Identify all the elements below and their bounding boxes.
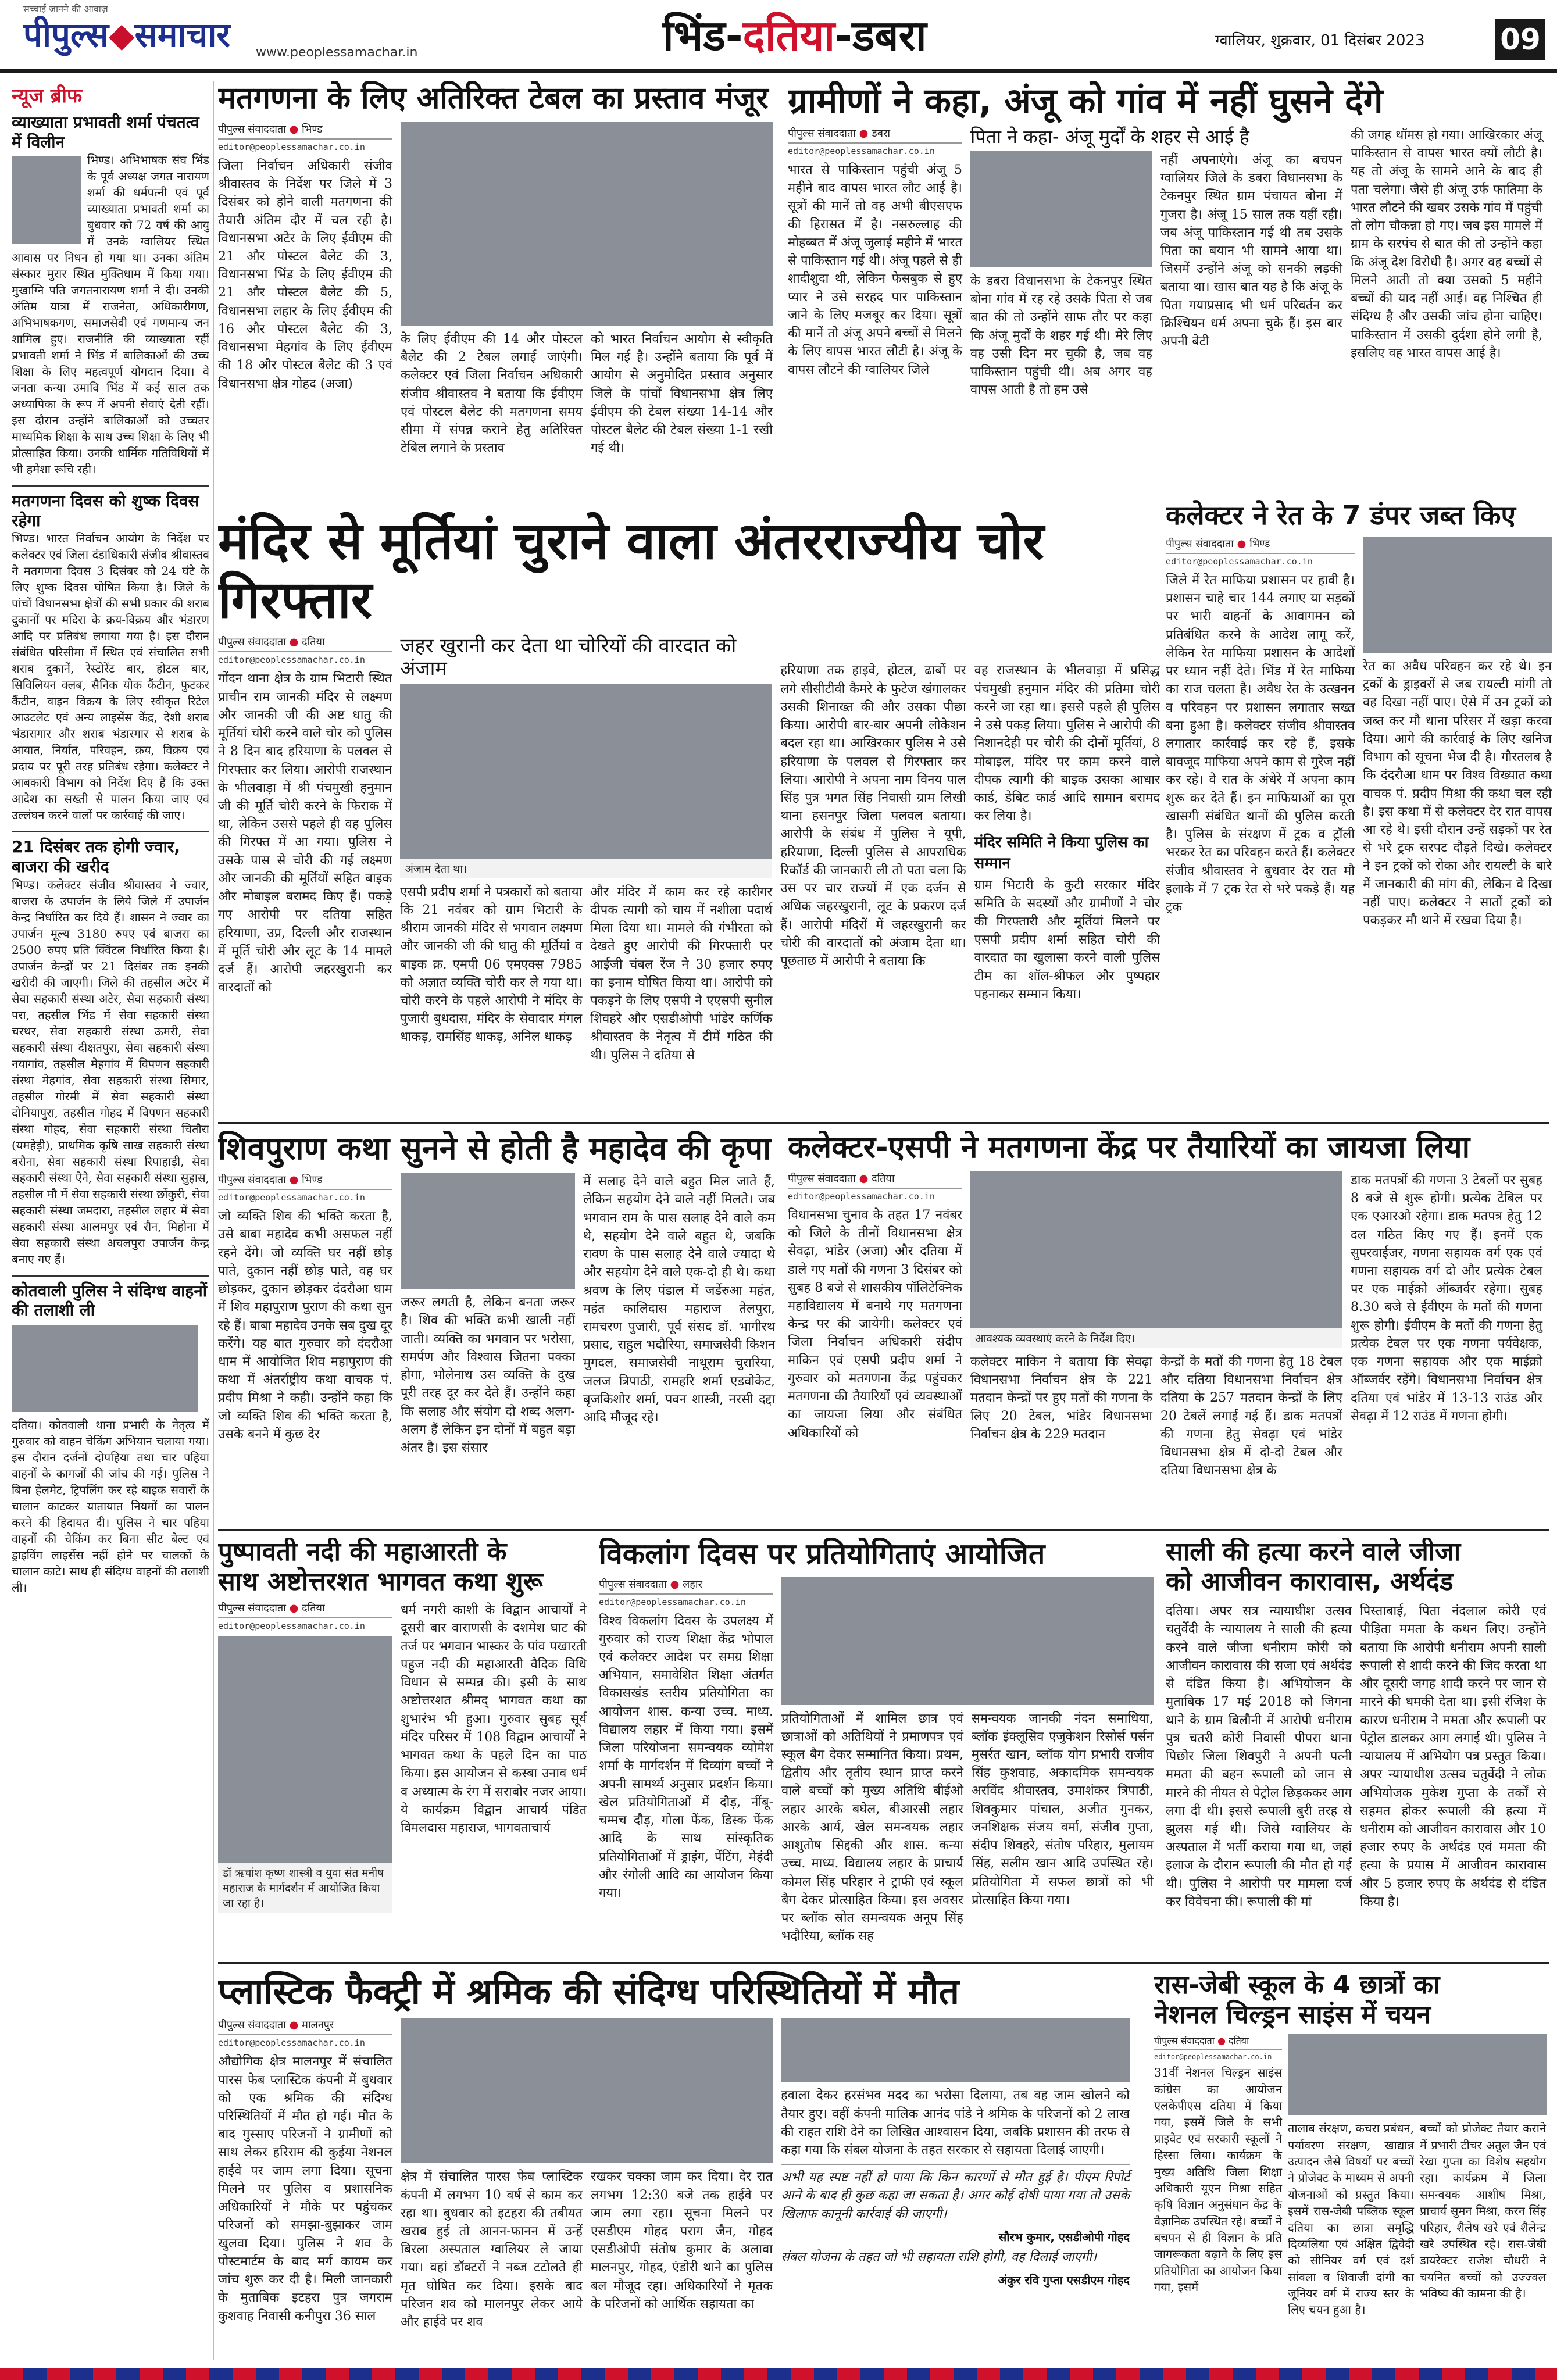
byline-name: पीपुल्स संवाददाता — [599, 1578, 667, 1591]
story-life-imprisonment — [1166, 1538, 1552, 1956]
byline-name: पीपुल्स संवाददाता — [218, 123, 286, 135]
story-body: जरूर लगती है, लेकिन बनता जरूर है। शिव की भक्ति कभी खाली नहीं जाती। व्यक्ति का भगवान पर भरोसा, समर्पण और विश्वास जितना पक्का होगा, भोलेनाथ उस व्यक्ति के दुख पूरी तरह दूर कर देते हैं। उन्होंने कहा कि सलाह और संयोग दो शब्द अलग-अलग हैं लेकिन इन दोनों में बहुत बड़ा अंतर है। इस संसार — [401, 1295, 575, 1455]
story-sand-dumpers-headline[interactable]: कलेक्टर ने रेत के 7 डंपर जब्त किए — [1166, 500, 1516, 531]
photo-caption: डॉ ऋचांश कृष्ण शास्त्री व युवा संत मनीष महाराज के मार्गदर्शन में आयोजित किया जा रहा है। — [218, 1863, 392, 1913]
byline-name: पीपुल्स संवाददाता — [788, 127, 856, 140]
highway-jam-photo — [401, 2018, 773, 2163]
byline — [599, 1577, 773, 1595]
email[interactable]: editor@peoplessamachar.co.in — [218, 1192, 365, 1203]
story-body: और मंदिर में काम कर रहे कारीगर दीपक त्यागी को चाय में नशीला पदार्थ मिला दिया था। मामले की गंभीरता को देखते हुए आरोपी की गिरफ्तारी पर आईजी चंबल रेंज ने 30 हजार रुपए का इनाम घोषित किया था। आरोपी को पकड़ने के लिए एसपी ने एएसपी सुनील शिवहरे और एसडीओपी भांडेर कर्णिक श्रीवास्तव के नेतृत्व में टीमें गठित की थी। पुलिस ने दतिया से — [590, 884, 773, 1063]
byline-place: भिण्ड — [302, 1174, 323, 1187]
byline-dot-icon: ● — [1237, 537, 1247, 550]
byline-name: पीपुल्स संवाददाता — [218, 1602, 286, 1615]
story-extra-table — [218, 81, 782, 512]
brand-right: समाचार — [134, 15, 231, 55]
byline-name: पीपुल्स संवाददाता — [218, 1174, 286, 1187]
email[interactable]: editor@peoplessamachar.co.in — [218, 1621, 365, 1632]
quote-attribution: अंकुर रवि गुप्ता एसडीएम गोहद — [998, 2273, 1130, 2288]
story-science-congress-headline-1[interactable]: रास-जेबी स्कूल के 4 छात्रों का — [1154, 1971, 1440, 2000]
brand-tagline: सच्चाई जानने की आवाज़ — [23, 3, 108, 15]
story-body: दतिया। अपर सत्र न्यायाधीश उत्सव चतुर्वेदी के न्यायालय ने साली की हत्या करने वाले जीजा धनीराम कोरी को आजीवन कारावास की सजा एवं अर्थदंड से दंडित किया है। अभियोजन के मुताबिक 17 मई 2018 को जिगना थाने के ग्राम बिलौनी में आरोपी धनीराम पुत्र चतरी कोरी निवासी पीपरा थाना पिछोर जिला शिवपुरी ने अपनी पत्नी ममता की बहन रूपाली को जान से मारने की नीयत से पेट्रोल छिड़ककर आग लगा दी थी। इससे रूपाली बुरी तरह से झुलस गई थी। जिसे ग्वालियर के अस्पताल में भर्ती कराया गया था, जहां इलाज के दौरान रूपाली की मौत हो गई थी। पुलिस ने आरोपी पर मामला दर्ज कर विवेचना की। रूपाली की मां — [1166, 1604, 1352, 1909]
story-counting-center-headline[interactable]: कलेक्टर-एसपी ने मतगणना केंद्र पर तैयारियों का जायजा लिया — [788, 1131, 1470, 1165]
brand-left: पीपुल्स — [23, 15, 109, 55]
photo-caption: आवश्यक व्यवस्थाएं करने के निर्देश दिए। — [970, 1328, 1342, 1348]
byline-dot-icon: ● — [670, 1578, 680, 1591]
story-body: गोंदन थाना क्षेत्र के ग्राम भिटारी स्थित प्राचीन राम जानकी मंदिर से लक्ष्मण और जानकी जी की अष्ट धातु की मूर्तियां चोरी करने वाले चोर को पुलिस ने 8 दिन बाद हरियाणा के पलवल से गिरफ्तार कर लिया। आरोपी राजस्थान के भीलवाड़ा में श्री पंचमुखी हनुमान जी की मूर्ति चोरी करने के फिराक में था, लेकिन उससे पहले ही वह पुलिस की गिरफ्त में आ गया। पुलिस ने उसके पास से चोरी की गई लक्ष्मण और जानकी की मूर्तियों सहित बाइक और मोबाइल बरामद किए हैं। पकड़े गए आरोपी पर दतिया सहित हरियाणा, उप्र, दिल्ली और राजस्थान में मूर्ति चोरी और लूट के 14 मामले दर्ज हैं। आरोपी जहरखुरानी कर वारदातों को — [218, 671, 392, 995]
story-body: के लिए ईवीएम की 14 और पोस्टल बैलेट की 2 टेबल लगाई जाएंगी। कलेक्टर एवं जिला निर्वाचन अधिकारी संजीव श्रीवास्तव ने बताया कि ईवीएम एवं पोस्टल बैलेट की मतगणना समय सीमा में संपन्न कराने हेतु अतिरिक्त टेबिल लगाने के प्रस्ताव — [401, 331, 583, 456]
portrait-photo — [12, 156, 81, 244]
section-rule — [218, 1962, 1549, 1964]
story-body: विश्व विकलांग दिवस के उपलक्ष्य में गुरुवार को राज्य शिक्षा केंद्र भोपाल एवं कलेक्टर आदेश पर समग्र शिक्षा अभियान, समावेशित शिक्षा अंतर्गत विकासखंड स्तरीय प्रतियोगिता का आयोजन शास. कन्या उच्च. माध्य. विद्यालय लहार में किया गया। इसमें जिला परियोजना समन्वयक व्योमेश शर्मा के मार्गदर्शन में दिव्यांग बच्चों ने अपनी सामर्थ्य अनुसार प्रदर्शन किया। खेल प्रतियोगिताओं में दौड़, नींबू-चम्मच दौड़, गोला फेंक, डिस्क फेंक आदि के साथ सांस्कृतिक प्रतियोगिताओं में ड्राइंग, पेंटिंग, मेहंदी और रंगोली आदि का आयोजन किया गया। — [599, 1613, 773, 1901]
story-life-imprisonment-headline-1[interactable]: साली की हत्या करने वाले जीजा — [1166, 1538, 1461, 1567]
story-body: को भारत निर्वाचन आयोग से स्वीकृति मिल गई है। उन्होंने बताया कि पूर्व में आयोग से अनुमोदित प्रस्ताव अनुसार जिले के पांचों विधानसभा क्षेत्र लिए ईवीएम की टेबल संख्या 14-14 और पोस्टल बैलेट की टेबल संख्या 1-1 रखी गई थी। — [591, 331, 773, 456]
story-life-imprisonment-headline-2[interactable]: को आजीवन कारावास, अर्थदंड — [1166, 1566, 1454, 1596]
story-shivpuran-headline[interactable]: शिवपुराण कथा सुनने से होती है महादेव की कृपा — [218, 1131, 772, 1167]
section-rule — [218, 1122, 1549, 1124]
story-body: में सलाह देने वाले बहुत मिल जाते हैं, लेकिन सहयोग देने वाले नहीं मिलते। जब भगवान राम के पास सलाह देने वाले कम थे, सहयोग देने वाले बहुत थे, जबकि रावण के पास सलाह देने वाले ज्यादा थे और सहयोग देने वाले एक-दो ही थे। कथा श्रवण के लिए पंडाल में जर्डेरुआ महंत, महंत कालिदास महाराज तेलपुरा, रामचरण पुजारी, पूर्व संसद डॉ. भागीरथ प्रसाद, राहुल भदौरिया, समाजसेवी किशन मुगदल, समाजसेवी नाथूराम चुरारिया, जलज त्रिपाठी, रामहरि शर्मा एडवोकेट, बृजकिशोर शर्मा, पवन शास्त्री, नरसी दद्दा आदि मौजूद रहे। — [583, 1174, 775, 1425]
official-quote: संबल योजना के तहत जो भी सहायता राशि होगी, वह दिलाई जाएगी। — [781, 2249, 1097, 2264]
story-body: जिला निर्वाचन अधिकारी संजीव श्रीवास्तव के निर्देश पर जिले में 3 दिसंबर को होने वाली मतगणना की तैयारी अंतिम दौर में चल रही है। विधानसभा अटेर के लिए ईवीएम की 21 और पोस्टल बैलेट की 3, विधानसभा भिंड के लिए ईवीएम की 21 और पोस्टल बैलेट की 5, विधानसभा लहार के लिए ईवीएम की 16 और पोस्टल बैलेट की 3, विधानसभा मेहगांव के लिए ईवीएम की 18 और पोस्टल बैलेट की 3 एवं विधानसभा क्षेत्र गोहद (अजा) — [218, 158, 392, 391]
brand-logo[interactable] — [23, 10, 230, 56]
page-title — [663, 6, 927, 63]
brief-headline-3[interactable]: 21 दिसंबर तक होगी ज्वार, बाजरा की खरीद — [12, 831, 209, 876]
byline-dot-icon: ● — [859, 127, 869, 140]
story-body: धर्म नगरी काशी के विद्वान आचार्यों ने दूसरी बार वाराणसी के दशमेश घाट की तर्ज पर भगवान भास्कर के पांव पखारती पहुज नदी की महाआरती वैदिक विधि विधान से सम्पन्न की। इसी के साथ अष्टोत्तरशत श्रीमद् भागवत कथा का शुभारंभ भी हुआ। गुरुवार सुबह सूर्य मंदिर परिसर में 108 विद्वान आचार्यों ने भागवत कथा के पहले दिन का पाठ किया। इस आयोजन से कस्बा उनाव धर्म व अध्यात्म के रंग में सराबोर नजर आया। ये कार्यक्रम विद्वान आचार्य पंडित विमलदास महाराज, भागवताचार्य — [401, 1603, 587, 1835]
story-body: कलेक्टर माकिन ने बताया कि सेवढ़ा विधानसभा निर्वाचन क्षेत्र के 221 मतदान केन्द्रों पर हुए मतों की गणना के लिए 20 टेबल, भांडेर विधानसभा निर्वाचन क्षेत्र के 229 मतदान — [970, 1354, 1152, 1442]
email[interactable]: editor@peoplessamachar.co.in — [1166, 556, 1313, 567]
story-body: रखकर चक्का जाम कर दिया। देर रात लगभग 12:30 बजे तक हाईवे पर जाम लगा रहा। सूचना मिलने पर एसडीएम गोहद पराग जैन, गोहद एसडीओपी संतोष कुमार के अलावा मालनपुर, गोहद, एंडोरी थाने का पुलिस बल मौजूद रहा। अधिकारियों ने मृतक के परिजनों को आर्थिक सहायता का — [591, 2170, 773, 2311]
byline-dot-icon: ● — [289, 1174, 299, 1187]
story-sand-dumpers — [1166, 500, 1552, 1099]
byline-name: पीपुल्स संवाददाता — [1154, 2035, 1215, 2047]
page-title-c: -डबरा — [835, 11, 927, 60]
byline-dot-icon: ● — [859, 1172, 869, 1185]
byline — [218, 1601, 392, 1618]
byline — [218, 1173, 392, 1190]
byline-name: पीपुल्स संवाददाता — [1166, 537, 1234, 550]
page-number: 09 — [1495, 19, 1545, 60]
story-body: 31वीं नेशनल चिल्ड्रन साइंस कांग्रेस का आयोजन एलकेपीएस दतिया में किया गया, इसमें जिले के सभी प्राइवेट एवं सरकारी स्कूलों ने हिस्सा लिया। कार्यक्रम के मुख्य अतिथि जिला शिक्षा अधिकारी यूएन मिश्रा सहित कृषि विज्ञान अनुसंधान केंद्र के वैज्ञानिक उपस्थित रहे। बच्चों ने बचपन से ही विज्ञान के प्रति जागरूकता बढ़ाने के लिए इस प्रतियोगिता का आयोजन किया गया, इसमें — [1154, 2065, 1282, 2295]
photo-caption: अंजाम देता था। — [400, 859, 772, 878]
story-pushpavati-headline-1[interactable]: पुष्पावती नदी की महाआरती के — [218, 1538, 507, 1567]
story-body: हरियाणा तक हाइवे, होटल, ढाबों पर लगे सीसीटीवी कैमरे के फुटेज खंगालकर उसकी शिनाख्त की और उसका पीछा किया। आरोपी बार-बार अपनी लोकेशन बदल रहा था। आखिरकार पुलिस ने उसे हरियाणा के पलवल से गिरफ्तार कर लिया। आरोपी ने अपना नाम विनय पाल सिंह पुत्र भगत सिंह निवासी ग्राम लिखी थाना हसनपुर जिला पलवल बताया। आरोपी के संबंध में पुलिस ने यूपी, हरियाणा, दिल्ली पुलिस से आपराधिक रिकॉर्ड की जानकारी ली तो पता चला कि उस पर चार राज्यों में एक दर्जन से अधिक जहरखुरानी, लूट के प्रकरण दर्ज हैं। आरोपी मंदिरों में जहरखुरानी कर चोरी की वारदातों को अंजाम देता था। पूछताछ में आरोपी ने बताया कि — [780, 663, 966, 969]
email[interactable]: editor@peoplessamachar.co.in — [1154, 2053, 1272, 2061]
byline-dot-icon: ● — [289, 636, 299, 649]
competition-photo — [781, 1577, 1154, 1705]
counting-meeting-photo — [401, 122, 773, 326]
story-body: डाक मतपत्रों की गणना 3 टेबलों पर सुबह 8 बजे से शुरू होगी। प्रत्येक टेबिल पर एक एआरओ रहेगा। डाक मतपत्र हेतु 12 दल गठित किए गए हैं। इनमें एक सुपरवाईजर, गणना सहायक वर्ग एक एवं गणना सहायक वर्ग दो और प्रत्येक टेबल पर एक माईक्रो ऑब्जर्वर रहेगा। सुबह 8.30 बजे से ईवीएम के मतों की गणना शुरू होगी। ईवीएम के मतों की गणना हेतु प्रत्येक टेबल पर एक गणना पर्यवेक्षक, एक गणना सहायक और एक माईक्रो ऑब्जर्वर रहेंगे। विधानसभा निर्वाचन क्षेत्र दतिया एवं भांडेर में 13-13 राउंड और सेवढ़ा में 12 राउंड में गणना होगी। — [1351, 1173, 1542, 1424]
byline — [788, 126, 962, 144]
byline-place: दतिया — [872, 1172, 895, 1185]
page-title-b: दतिया — [742, 11, 835, 60]
news-brief-column — [12, 81, 209, 2360]
column-divider — [213, 81, 214, 2360]
sub-heading: मंदिर समिति ने किया पुलिस का सम्मान — [974, 834, 1149, 873]
story-anju-headline[interactable]: ग्रामीणों ने कहा, अंजू को गांव में नहीं घुसने देंगे — [788, 81, 1383, 121]
story-body: एसपी प्रदीप शर्मा ने पत्रकारों को बताया कि 21 नवंबर को ग्राम भिटारी के श्रीराम जानकी मंदिर से भगवान लक्ष्मण और जानकी जी की धातु की मूर्तियां व बाइक क्र. एमपी 06 एमएक्स 7985 को अज्ञात व्यक्ति चोरी कर ले गया था। चोरी करने के पहले आरोपी ने मंदिर के पुजारी बुधदास, मंदिर के सेवादार मंगल धाकड़, रामसिंह धाकड़, अनिल धाकड़ — [400, 884, 583, 1045]
story-body: प्रतियोगिताओं में शामिल छात्र एवं छात्राओं को अतिथियों ने प्रमाणपत्र एवं स्कूल बैग देकर सम्मानित किया। प्रथम, द्वितीय और तृतीय स्थान प्राप्त करने वाले बच्चों को मुख्य अतिथि बीईओ लहार आरके बघेल, बीआरसी लहार आरके आर्य, खेल समन्वयक लहार आशुतोष सिद्दकी और शास. कन्या उच्च. माध्य. विद्यालय लहार के प्राचार्य कोमल सिंह परिहार ने ट्राफी एवं स्कूल बैग देकर प्रोत्साहित किया। इस अवसर पर ब्लॉक स्रोत समन्वयक अनूप सिंह भदौरिया, ब्लॉक सह — [781, 1711, 963, 1944]
byline — [218, 2018, 392, 2035]
brief-headline-4[interactable]: कोतवाली पुलिस ने संदिग्ध वाहनों की तलाशी ली — [12, 1275, 209, 1320]
gem-icon: ◆ — [108, 15, 135, 55]
story-body: औद्योगिक क्षेत्र मालनपुर में संचालित पारस फेब प्लास्टिक कंपनी में बुधवार को एक श्रमिक की संदिग्ध परिस्थितियों में मौत हो गई। मौत के बाद गुस्साए परिजनों ने ग्रामीणों को साथ लेकर हरिराम की कुईया नेशनल हाईवे पर जाम लगा दिया। सूचना मिलने पर पुलिस व प्रशासनिक अधिकारियों ने मौके पर पहुंचकर परिजनों को समझा-बुझाकर जाम खुलवा दिया। पुलिस ने शव के पोस्टमार्टम के बाद मर्ग कायम कर जांच शुरू कर दी है। मिली जानकारी के मुताबिक इटहरा पुत्र जगराम कुशवाह निवासी कनीपुरा 36 साल — [218, 2054, 392, 2324]
brief-body-1: भिण्ड। अभिभाषक संघ भिंड के पूर्व अध्यक्ष जगत नारायण शर्मा की धर्मपत्नी एवं पूर्व व्याख्याता प्रभावती शर्मा का बुधवार को 72 वर्ष की आयु में उनके ग्वालियर स्थित आवास पर निधन हो गया था। उनका अंतिम संस्कार मुरार स्थित मुक्तिधाम में किया गया। मुखाग्नि पति जगतनारायण शर्मा ने दी। उनकी अंतिम यात्रा में राजनेता, अधिकारीगण, अभिभाषकगण, समाजसेवी एवं गणमान्य जन शामिल हुए। राजनीति की व्याख्याता रहीं प्रभावती शर्मा ने भिंड में बालिकाओं की उच्च शिक्षा के लिए महत्वपूर्ण योगदान दिया। वे जनता कन्या उमावि भिंड में कई साल तक अध्यापिका के रूप में अपनी सेवाएं देती रहीं। इस दौरान उन्होंने बालिकाओं को उच्चतर माध्यमिक शिक्षा के साथ उच्च शिक्षा के लिए भी प्रोत्साहित किया। उनकी धार्मिक गतिविधियों में भी हमेशा रूचि रही। — [12, 153, 209, 477]
byline — [788, 1171, 962, 1189]
byline-place: डबरा — [872, 127, 890, 140]
story-body: जिले में रेत माफिया प्रशासन पर हावी है। प्रशासन चाहे चार 144 लगाए या सड़कों पर भारी वाहनों के आवागमन को प्रतिबंधित करने के आदेश लागू करें, लेकिन रेत माफिया प्रशासन के आदेशों पर ध्यान नहीं देते। भिंड में रेत माफिया का राज चलता है। अवैध रेत के उत्खनन व परिवहन पर प्रशासन लगातार सख्त बना हुआ है। कलेक्टर संजीव श्रीवास्तव लगातार कार्रवाई कर रहे हैं, इसके बावजूद माफिया अपने काम से गुरेज नहीं कर रहे। वे रात के अंधेरे में अपना काम शुरू कर देते हैं। इन माफियाओं का पूरा खासगी संबंधित थानों की पुलिस करती है। पुलिस के संरक्षण में ट्रक व ट्रॉली भरकर रेत का परिवहन करते हैं। कलेक्टर संजीव श्रीवास्तव ने बुधवार देर रात मौ इलाके में 7 ट्रक रेत से भरे पकड़े हैं। यह ट्रक — [1166, 573, 1355, 915]
story-body: नहीं अपनाएंगे। अंजू का बचपन ग्वालियर जिले के डबरा विधानसभा के टेकनपुर स्थित ग्राम पंचायत बोना में गुजरा है। अंजू 15 साल तक यहीं रही। जब अंजू पाकिस्तान गई थी तब उसके पिता का बयान भी सामने आया था। जिसमें उन्होंने अंजू को सनकी लड़की बताया था। खास बात यह है कि अंजू के पिता गयाप्रसाद भी धर्म परिवर्तन कर क्रिश्चियन धर्म अपना चुके हैं। इस बार अपनी बेटी — [1160, 152, 1342, 349]
story-body: बच्चों को प्रोजेक्ट तैयार कराने में प्रभारी टीचर अतुल जैन एवं रेखा गुप्ता का विशेष सहयोग रहा। कार्यक्रम में जिला समन्वयक आशीष मिश्रा, प्राचार्य सुमन मिश्रा, करन सिंह परिहार, शैलेष खरे एवं शैलेन्द्र खरे उपस्थित रहे। रास-जेबी डायरेक्टर राजेश चौधरी ने चयनित बच्चों को उज्ज्वल भविष्य की कामना की है। — [1420, 2121, 1546, 2301]
trucks-photo — [1363, 537, 1552, 653]
collector-sp-photo — [970, 1171, 1342, 1328]
story-body: रेत का अवैध परिवहन कर रहे थे। इन ट्रकों के ड्राइवरों से जब रायल्टी मांगी तो वह दिखा नहीं पाए। ऐसे में उन ट्रकों को जब्त कर मौ थाना परिसर में खड़ा करवा दिया। आगे की कार्रवाई के लिए खनिज विभाग को सूचना भेज दी है। गौरतलब है कि दंदरौआ धाम पर विश्व विख्यात कथा वाचक पं. प्रदीप मिश्रा की कथा चल रही है। इस कथा में से कलेक्टर देर रात वापस आ रहे थे। इसी दौरान उन्हें सड़कों पर रेत से भरे ट्रक सरपट दौड़ते दिखे। कलेक्टर ने इन ट्रकों को रोका और रायल्टी के बारे में जानकारी की मांग की, लेकिन वे दिखा नहीं पाए। कलेक्टर ने सातों ट्रकों को पकड़कर मौ थाने में रखवा दिया है। — [1363, 659, 1552, 928]
byline — [1166, 537, 1355, 554]
story-idol-thief — [218, 512, 1160, 1122]
story-body: भारत से पाकिस्तान पहुंची अंजू 5 महीने बाद वापस भारत लौट आई है। सूत्रों की मानें तो वह अभी बीएसएफ की हिरासत में है। नसरुल्लाह की मोहब्बत में अंजू जुलाई महीने में भारत से पाकिस्तान गई थी। अंजू पहले से ही शादीशुदा थी, लेकिन फेसबुक से हुए प्यार ने उसे सरहद पार पाकिस्तान जाने के लिए मजबूर कर दिया। सूत्रों की मानें तो अंजू अपने बच्चों से मिलने के लिए वापस भारत लौटी है। अंजू के वापस लौटने की ग्वालियर जिले — [788, 163, 962, 377]
masthead — [0, 0, 1557, 73]
story-body: जो व्यक्ति शिव की भक्ति करता है, उसे बाबा महादेव कभी असफल नहीं रहने देंगे। जो व्यक्ति घर नहीं छोड़ पाते, दुकान नहीं छोड़ पाते, वह घर छोड़कर, दुकान छोड़कर दंदरौआ धाम में शिव महापुराण पुराण की कथा सुन रहे हैं। बाबा महादेव उनके सब दुख दूर करेंगे। यह बात गुरुवार को दंदरौआ धाम में आयोजित शिव महापुराण की कथा में अंतर्राष्ट्रीय कथा वाचक पं. प्रदीप मिश्रा ने कही। उन्होंने कहा कि जो व्यक्ति शिव की भक्ति करता है, उसके बनने में कुछ देर — [218, 1209, 392, 1442]
dateline: ग्वालियर, शुक्रवार, 01 दिसंबर 2023 — [1215, 32, 1425, 49]
quote-attribution: सौरभ कुमार, एसडीओपी गोहद — [998, 2229, 1130, 2244]
story-plastic-factory-headline[interactable]: प्लास्टिक फैक्ट्री में श्रमिक की संदिग्ध परिस्थितियों में मौत — [218, 1971, 959, 2013]
story-pushpavati-headline-2[interactable]: साथ अष्टोत्तरशत भागवत कथा शुरू — [218, 1566, 543, 1596]
aarti-photo — [218, 1636, 392, 1863]
email[interactable]: editor@peoplessamachar.co.in — [788, 146, 935, 156]
byline-dot-icon: ● — [1217, 2035, 1226, 2047]
story-body: क्षेत्र में संचालित पारस फेब प्लास्टिक कंपनी में लगभग 10 वर्ष से काम कर रहा था। बुधवार को इटहरा की तबीयत खराब हुई तो आनन-फानन में उन्हें बिरला अस्पताल ग्वालियर ले जाया गया। वहां डॉक्टरों ने नब्ज टटोलते ही मृत घोषित कर दिया। इसके बाद परिजन शव को मालनपुर लेकर आये और हाईवे पर शव — [401, 2170, 583, 2330]
factory-photo — [781, 2018, 1130, 2082]
students-photo — [1288, 2034, 1547, 2115]
byline-place: मालनपुर — [302, 2019, 334, 2032]
brief-body-4: दतिया। कोतवाली थाना प्रभारी के नेतृत्व में गुरुवार को वाहन चेकिंग अभियान चलाया गया। इस दौरान दर्जनों दोपहिया तथा चार पहिया वाहनों के कागजों की जांच की गई। पुलिस ने बिना हेलमेट, ट्रिपलिंग कर रहे बाइक सवारों के चालान काटकर यातायात नियमों का पालन करने की हिदायत दी। पुलिस ने चार पहिया वाहनों की चेकिंग कर बिना सीट बेल्ट एवं ड्राइविंग लाइसेंस नहीं होने पर चालकों के चालान काटे। साथ ही संदिग्ध वाहनों की तलाशी ली। — [12, 1417, 209, 1595]
story-body: केन्द्रों के मतों की गणना हेतु 18 टेबल और दतिया विधानसभा निर्वाचन क्षेत्र दतिया के 257 मतदान केन्द्रों के लिए 20 टेबलें लगाई गई हैं। डाक मतपत्रों की गणना हेतु सेवढ़ा एवं भांडेर विधानसभा क्षेत्र में दो-दो टेबल और दतिया विधानसभा क्षेत्र के — [1160, 1354, 1342, 1478]
byline-dot-icon: ● — [289, 123, 299, 135]
byline-name: पीपुल्स संवाददाता — [788, 1172, 856, 1185]
byline-place: भिण्ड — [1249, 537, 1270, 550]
email[interactable]: editor@peoplessamachar.co.in — [788, 1191, 935, 1202]
story-science-congress — [1154, 1971, 1552, 2366]
story-counting-center — [788, 1131, 1549, 1526]
story-body: की जगह थॉमस हो गया। आखिरकार अंजू पाकिस्तान से वापस भारत क्यों लौटी है। यह तो अंजू के सामने आने के बाद ही पता चलेगा। जैसे ही अंजू उर्फ फातिमा के भारत लौटने की खबर उसके गांव में पहुंची तो लोग चौकन्ना हो गए। जब इस मामले में ग्राम के सरपंच से बात की तो उन्होंने कहा कि अंजू देश विरोधी है। अगर वह बच्चों से मिलने आती तो क्या उसको 5 महीने बच्चों की याद नहीं आई। वह निश्चित ही संदिग्ध है और उसकी जांच होना चाहिए। पाकिस्तान में उसकी दुर्दशा होने लगी है, इसलिए वह भारत वापस आई है। — [1351, 128, 1542, 360]
byline-place: लहार — [683, 1578, 702, 1591]
byline-name: पीपुल्स संवाददाता — [218, 636, 286, 649]
byline-place: दतिया — [1229, 2035, 1249, 2047]
story-body: के डबरा विधानसभा के टेकनपुर स्थित बोना गांव में रह रहे उसके पिता से जब बात की तो उन्होंने साफ तौर पर कहा कि अंजू मुर्दों के शहर गई थी। मेरे लिए वह उसी दिन मर चुकी है, जब वह पाकिस्तान पहुंची थी। अब अगर वह वापस आती है तो हम उसे — [970, 273, 1152, 398]
section-rule — [218, 1529, 1549, 1531]
byline — [218, 635, 392, 652]
byline — [1154, 2034, 1282, 2050]
story-viklang-diwas-headline[interactable]: विकलांग दिवस पर प्रतियोगिताएं आयोजित — [599, 1538, 1045, 1571]
story-extra-table-headline[interactable]: मतगणना के लिए अतिरिक्त टेबल का प्रस्ताव मंजूर — [218, 81, 769, 116]
story-body: समन्वयक जानकी नंदन समाधिया, ब्लॉक इंक्लूसिव एजुकेशन रिसोर्स पर्सन मुसर्रत खान, ब्लॉक योग प्रभारी राजीव सिंह कुशवाह, अकादमिक समन्वयक अरविंद श्रीवास्तव, उमाशंकर त्रिपाठी, शिवकुमार पांचाल, अजीत गुनकर, जनशिक्षक संजय वर्मा, संजीव गुप्ता, संदीप शिवहरे, संतोष परिहार, मुलायम सिंह, सलीम खान आदि उपस्थित रहे। प्रतियोगिता में सफल छात्रों को भी प्रोत्साहित किया गया। — [972, 1711, 1154, 1907]
pull-quote: पिता ने कहा- अंजू मुर्दों के शहर से आई है — [970, 126, 1249, 148]
brief-body-2: भिण्ड। भारत निर्वाचन आयोग के निर्देश पर कलेक्टर एवं जिला दंडाधिकारी संजीव श्रीवास्तव ने मतगणना दिवस 3 दिसंबर को 24 घंटे के लिए शुष्क दिवस घोषित किया है। जिले के पांचों विधानसभा क्षेत्रों की सभी प्रकार की शराब दुकानों पर मदिरा के क्रय-विक्रय और भंडारण आदि पर प्रतिबंध लगाया गया है। इस दौरान संबंधित परिसीमा में स्थित एवं संचालित सभी शराब दुकानें, रेस्टोरेंट बार, होटल बार, सिविलियन क्लब, सैनिक योक कैंटीन, फुटकर कैंटीन, वाइन विक्रय के लिए स्वीकृत रिटेल आउटलेट एवं अन्य लाइसेंस केंद्र, देशी शराब भंडारागार और शराब भंडारगार से शराब के आयात, निर्यात, परिवहन, क्रय, विक्रय एवं प्रदाय पर पूरी तरह प्रतिबंध रहेगा। कलेक्टर ने आबकारी विभाग को निर्देश दिए हैं कि उक्त आदेश का सख्ती से पालन किया जाए एवं उल्लंघन करने वालों पर कार्रवाई की जाए। — [12, 531, 209, 823]
footer-color-bar — [0, 2368, 1557, 2380]
byline-place: भिण्ड — [302, 123, 323, 135]
brief-body-3: भिण्ड। कलेक्टर संजीव श्रीवास्तव ने ज्वार, बाजरा के उपार्जन के लिये जिले में उपार्जन केन्द्र निर्धारित कर दिये हैं। शासन ने ज्वार का उपार्जन मूल्य 3180 रुपए एवं बाजरा का 2500 रुपए प्रति क्विंटल निर्धारित किया है। उपार्जन केन्द्रों पर 21 दिसंबर तक इनकी खरीदी की जाएगी। जिले की तहसील अटेर में सेवा सहकारी संस्था अटेर, सेवा सहकारी संस्था परा, तहसील भिंड में सेवा सहकारी संस्था चरथर, सेवा सहकारी संस्था ऊमरी, सेवा सहकारी संस्था दीक्षतपुरा, सेवा सहकारी संस्था नयागांव, तहसील मेहगांव में विपणन सहकारी संस्था मेहगांव, सेवा सहकारी संस्था सिमार, तहसील गोरमी में सेवा सहकारी संस्था दोनियापुरा, तहसील गोहद में विपणन सहकारी संस्था गोहद, सेवा सहकारी संस्था चितौरा (यमहेड़ी), प्राथमिक कृषि साख सहकारी संस्था बरौना, सेवा सहकारी संस्था रिपाहाड़ी, सेवा सहकारी संस्था ऐने, सेवा सहकारी संस्था सुहास, तहसील मौ में सेवा सहकारी संस्था छोंकुरी, सेवा सहकारी संस्था जमदारा, तहसील लहार में सेवा सहकारी संस्था आलमपुर एवं रौन, मिहोना में सेवा सहकारी संस्था अचलपुरा उपार्जन केन्द्र बनाए गए हैं। — [12, 877, 209, 1266]
page-title-a: भिंड- — [663, 11, 743, 60]
story-body: पिस्ताबाई, पिता नंदलाल कोरी एवं पीड़िता ममता के कथन लिए। उन्होंने बताया कि आरोपी धनीराम अपनी साली रूपाली से शादी करने की जिद करता था और दूसरी जगह शादी करने पर जान से मारने की धमकी देता था। इसी रंजिश के कारण धनीराम ने ममता और रूपाली पर पेट्रोल डालकर आग लगाई थी। पुलिस ने न्यायालय में अभियोग पत्र प्रस्तुत किया। अपर न्यायाधीश उत्सव चतुर्वेदी ने लोक अभियोजक मुकेश गुप्ता के तर्कों से सहमत होकर रूपाली की हत्या में धनीराम को आजीवन कारावास और 10 हजार रुपए के अर्थदंड एवं ममता की हत्या के प्रयास में आजीवन कारावास और 5 हजार रुपए के अर्थदंड से दंडित किया है। — [1360, 1604, 1547, 1909]
story-body: ग्राम भिटारी के कुटी सरकार मंदिर समिति के सदस्यों और ग्रामीणों ने चोर की गिरफ्तारी और मूर्तियां मिलने पर एसपी प्रदीप शर्मा सहित चोरी की वारदात का खुलासा करने वाली पुलिस टीम का शॉल-श्रीफल और पुष्पहार पहनाकर सम्मान किया। — [974, 878, 1160, 1002]
byline-dot-icon: ● — [289, 2019, 299, 2032]
email[interactable]: editor@peoplessamachar.co.in — [218, 2038, 365, 2049]
story-viklang-diwas — [599, 1538, 1160, 1956]
sub-headline: जहर खुरानी कर देता था चोरियों की वारदात को अंजाम — [400, 634, 737, 681]
news-brief-label: न्यूज ब्रीफ — [12, 84, 83, 108]
story-pushpavati — [218, 1538, 590, 1956]
story-plastic-factory — [218, 1971, 1148, 2366]
story-idol-thief-headline[interactable]: मंदिर से मूर्तियां चुराने वाला अंतरराज्यीय चोर गिरफ्तार — [218, 512, 1044, 630]
email[interactable]: editor@peoplessamachar.co.in — [218, 655, 365, 666]
email[interactable]: editor@peoplessamachar.co.in — [218, 141, 365, 152]
story-body: विधानसभा चुनाव के तहत 17 नवंबर को जिले के तीनों विधानसभा क्षेत्र सेवढ़ा, भांडेर (अजा) और दतिया में डाले गए मतों की गणना 3 दिसंबर को सुबह 8 बजे से शासकीय पॉलिटेक्निक महाविद्यालय में बनाये गए मतगणना केन्द्र पर की जायेगी। कलेक्टर एवं जिला निर्वाचन अधिकारी संदीप माकिन एवं एसपी प्रदीप शर्मा ने गुरुवार को मतगणना केंद्र पहुंचकर मतगणना की तैयारियों एवं व्यवस्थाओं का जायजा लिया और संबंधित अधिकारियों को — [788, 1207, 962, 1441]
story-science-congress-headline-2[interactable]: नेशनल चिल्ड्रन साइंस में चयन — [1154, 1999, 1431, 2029]
vehicle-check-photo — [12, 1325, 198, 1412]
story-anju — [788, 81, 1549, 488]
email[interactable]: editor@peoplessamachar.co.in — [599, 1596, 746, 1607]
katha-photo — [401, 1173, 575, 1289]
police-press-photo — [400, 684, 772, 859]
website-link[interactable]: www.peoplessamachar.in — [256, 45, 418, 60]
anju-photo — [970, 151, 1152, 267]
byline-place: दतिया — [302, 636, 325, 649]
byline-dot-icon: ● — [289, 1602, 299, 1615]
story-shivpuran — [218, 1131, 779, 1526]
brief-headline-2[interactable]: मतगणना दिवस को शुष्क दिवस रहेगा — [12, 485, 209, 530]
story-body: तालाब संरक्षण, कचरा प्रबंधन, पर्यावरण संरक्षण, खाद्यान्न उत्पादन जैसे विषयों पर बच्चों ने प्रोजेक्ट के माध्यम से अपनी योजनाओं को प्रस्तुत किया। इसमें रास-जेबी पब्लिक स्कूल दतिया का छात्रा समृद्धि दिव्यलिया एवं अक्षित द्विवेदी को सीनियर वर्ग एवं दर्श सांवला व शिवाजी दांगी का जूनियर वर्ग में राज्य स्तर के लिए चयन हुआ है। — [1288, 2121, 1414, 2317]
byline-name: पीपुल्स संवाददाता — [218, 2019, 286, 2032]
official-quote: अभी यह स्पष्ट नहीं हो पाया कि किन कारणों से मौत हुई है। पीएम रिपोर्ट आने के बाद ही कुछ कहा जा सकता है। अगर कोई दोषी पाया गया तो उसके खिलाफ कानूनी कार्रवाई की जाएगी। — [781, 2164, 1130, 2223]
byline-place: दतिया — [302, 1602, 325, 1615]
byline — [218, 122, 392, 140]
brief-headline-1[interactable]: व्याख्याता प्रभावती शर्मा पंचतत्व में विलीन — [12, 113, 199, 152]
story-body: वह राजस्थान के भीलवाड़ा में प्रसिद्ध पंचमुखी हनुमान मंदिर की प्रतिमा चोरी करने जा रहा था। इससे पहले ही पुलिस ने उसे पकड़ लिया। पुलिस ने आरोपी की निशानदेही पर चोरी की दोनों मूर्तियां, 8 मोबाइल, मंदिर पर काम करने वाले दीपक त्यागी की बाइक उसका आधार कार्ड, डेबिट कार्ड आदि सामान बरामद कर लिया है। — [974, 663, 1160, 824]
story-body: हवाला देकर हरसंभव मदद का भरोसा दिलाया, तब वह जाम खोलने को तैयार हुए। वहीं कंपनी मालिक आनंद पांडे ने श्रमिक के परिजनों को 2 लाख की राहत राशि देने का लिखित आश्वासन दिया, जबकि प्रशासन की तरफ से कहा गया कि संबल योजना के तहत सरकार से सहायता दिलाई जाएगी। — [781, 2088, 1130, 2157]
